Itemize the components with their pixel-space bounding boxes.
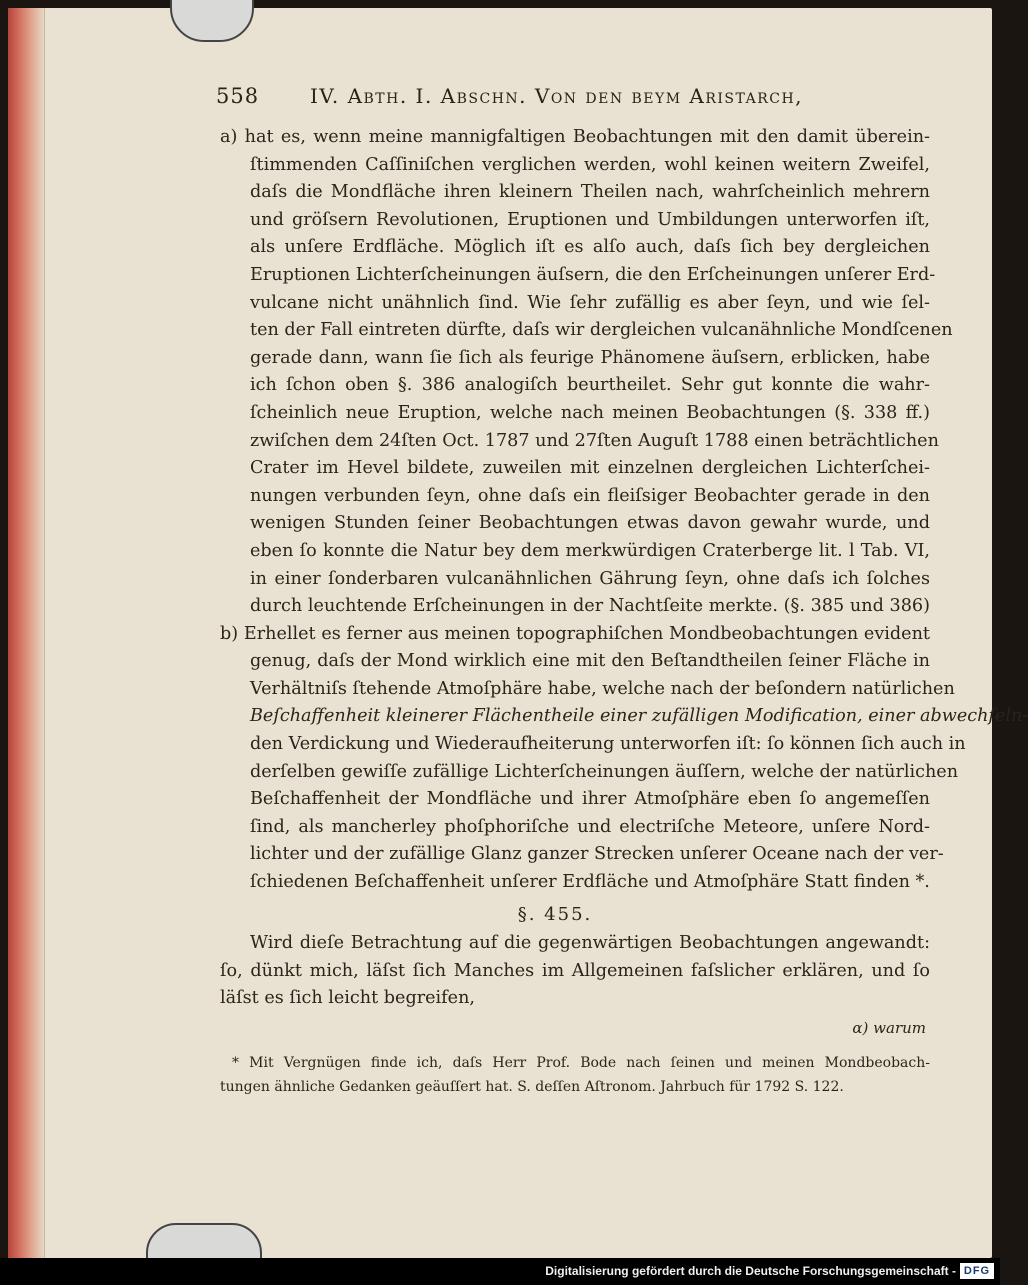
- text-line: ich ſchon oben §. 386 analogiſch beurtheilet. Sehr gut konnte die wahr-: [250, 375, 930, 396]
- footnote-line: * Mit Vergnügen finde ich, daſs Herr Prof. Bode nach ſeinen und meinen Mondbeobach-: [232, 1054, 930, 1071]
- text-line: und gröſsern Revolutionen, Eruptionen und Umbildungen unterworfen iſt,: [250, 209, 930, 230]
- footnote-line: tungen ähnliche Gedanken geäuſſert hat. S. deſſen Aſtronom. Jahrbuch für 1792 S. 122.: [220, 1078, 844, 1095]
- text-line: Crater im Hevel bildete, zuweilen mit einzelnen dergleichen Lichterſchei-: [250, 458, 930, 479]
- page-number: 558: [216, 84, 260, 108]
- footer-bar: [0, 1258, 1000, 1285]
- text-line: Verhältniſs ſtehende Atmoſphäre habe, welche nach der beſondern natürlichen: [250, 678, 955, 699]
- main-text: [220, 124, 1028, 1099]
- text-line: gerade dann, wann ſie ſich als feurige Phänomene äuſsern, erblicken, habe: [250, 347, 930, 368]
- text-line: genug, daſs der Mond wirklich eine mit den Beſtandtheilen ſeiner Fläche in: [250, 651, 930, 672]
- text-line: ten der Fall eintreten dürfte, daſs wir dergleichen vulcanähnliche Mondſcenen: [250, 320, 953, 341]
- footer-text: Digitalisierung gefördert durch die Deutsche Forschungsgemeinschaft -: [545, 1264, 956, 1278]
- text-line: Beſchaffenheit der Mondfläche und ihrer Atmoſphäre eben ſo angemeſſen: [250, 789, 930, 810]
- text-line: derſelben gewiſſe zufällige Lichterſcheinungen äuſſern, welche der natürlichen: [250, 761, 959, 782]
- dfg-logo: DFG: [960, 1263, 994, 1279]
- text-line: läſst es ſich leicht begreifen,: [220, 988, 476, 1009]
- text-line: eben ſo konnte die Natur bey dem merkwürdigen Craterberge lit. l Tab. VI,: [250, 540, 930, 561]
- book-page: [8, 8, 1028, 1258]
- clip-top: [170, 0, 254, 42]
- text-line: ſcheinlich neue Eruption, welche nach meinen Beobachtungen (§. 338 ff.): [250, 402, 930, 423]
- text-line: daſs die Mondfläche ihren kleinern Theilen nach, wahrſcheinlich mehrern: [250, 182, 930, 203]
- text-line: ſchiedenen Beſchaffenheit unſerer Erdfläche und Atmoſphäre Statt finden *.: [250, 872, 930, 893]
- text-line: b) Erhellet es ferner aus meinen topographiſchen Mondbeobachtungen evident: [220, 623, 930, 644]
- text-line: zwiſchen dem 24ſten Oct. 1787 und 27ſten Auguſt 1788 einen beträchtlichen: [250, 430, 939, 451]
- text-line: als unſere Erdfläche. Möglich iſt es alſo auch, daſs ſich bey dergleichen: [250, 237, 930, 258]
- text-line: a) hat es, wenn meine mannigfaltigen Beobachtungen mit den damit überein-: [220, 127, 930, 147]
- text-line: durch leuchtende Erſcheinungen in der Nachtſeite merkte. (§. 385 und 386): [250, 596, 930, 617]
- text-line: Wird dieſe Betrachtung auf die gegenwärtigen Beobachtungen angewandt:: [250, 933, 930, 954]
- text-line: ſind, als mancherley phoſphoriſche und electriſche Meteore, unſere Nord-: [250, 816, 930, 837]
- text-line: Eruptionen Lichterſcheinungen äuſsern, die den Erſcheinungen unſerer Erd-: [250, 264, 936, 285]
- text-line: ſo, dünkt mich, läſst ſich Manches im Allgemeinen faſslicher erklären, und ſo: [220, 960, 930, 981]
- text-line: lichter und der zufällige Glanz ganzer Strecken unſerer Oceane nach der ver-: [250, 844, 944, 865]
- gutter-line: [44, 8, 45, 1258]
- page-header: [206, 84, 902, 118]
- section-heading: §. 455.: [517, 903, 593, 925]
- text-line: den Verdickung und Wiederaufheiterung unterworfen iſt: ſo können ſich auch in: [250, 734, 966, 755]
- text-line: nungen verbunden ſeyn, ohne daſs ein fleiſsiger Beobachter gerade in den: [250, 485, 930, 506]
- running-title: IV. Abth. I. Abschn. Von den beym Aristarch,: [310, 84, 804, 108]
- text-line: vulcane nicht unähnlich ſind. Wie ſehr zufällig es aber ſeyn, und wie ſel-: [250, 292, 930, 313]
- text-line: ſtimmenden Caſſiniſchen verglichen werden, wohl keinen weitern Zweifel,: [250, 154, 930, 175]
- text-line: wenigen Stunden ſeiner Beobachtungen etwas davon gewahr wurde, und: [250, 513, 930, 534]
- text-line: Beſchaffenheit kleinerer Flächentheile einer zufälligen Modification, einer abwechſeln-: [250, 706, 1028, 727]
- page-edge-red: [8, 8, 44, 1258]
- text-line: in einer ſonderbaren vulcanähnlichen Gährung ſeyn, ohne daſs ich ſolches: [250, 568, 930, 589]
- catchword: α) warum: [852, 1019, 926, 1037]
